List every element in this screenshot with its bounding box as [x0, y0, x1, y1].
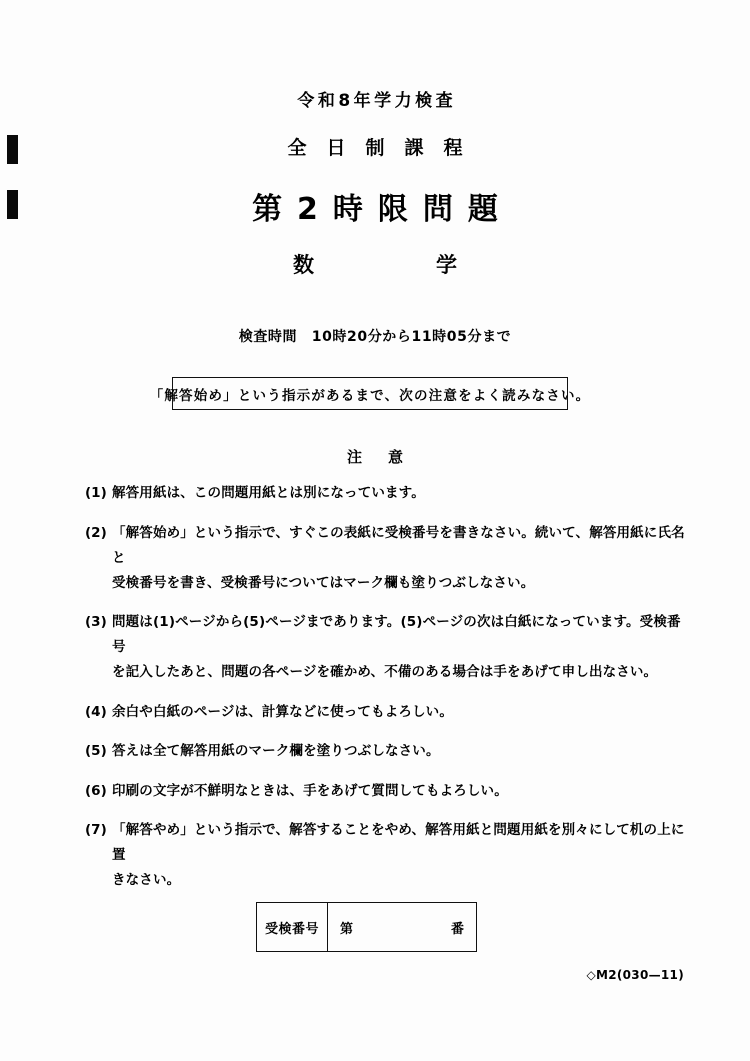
note-marker: (5) [85, 743, 107, 759]
note-line: 「解答始め」という指示で、すぐこの表紙に受検番号を書きなさい。続いて、解答用紙に氏名と [112, 524, 685, 566]
note-body [112, 779, 685, 804]
note-line: 解答用紙は、この問題用紙とは別になっています。 [112, 485, 425, 501]
examinee-number-prefix: 第 [340, 921, 354, 937]
note-line: 印刷の文字が不鮮明なときは、手をあげて質問してもよろしい。 [112, 782, 508, 799]
examinee-number-box [256, 902, 477, 952]
note-line: 問題は(1)ページから(5)ページまであります。(5)ページの次は白紙になっています。受検番号 [112, 614, 681, 655]
note-marker: (3) [85, 614, 107, 630]
note-body [112, 610, 685, 685]
subject-title: 数学 [293, 253, 579, 277]
note-item [85, 818, 685, 893]
exam-time-text: 検査時間 10時20分から11時05分まで [238, 329, 512, 345]
instruction-box-text: 「解答始め」という指示があるまで、次の注意をよく読みなさい。 [149, 387, 591, 404]
examinee-number-label: 受検番号 [257, 903, 328, 951]
course-type-heading: 全日制課程 [287, 137, 483, 159]
examinee-number-suffix: 番 [450, 921, 464, 937]
exam-period-title: 第2時限問題 [252, 192, 513, 227]
note-body [112, 818, 685, 893]
note-line: 「解答やめ」という指示で、解答することをやめ、解答用紙と問題用紙を別々にして机の上に置 [112, 822, 685, 863]
note-body [112, 739, 685, 764]
exam-year-heading: 令和8年学力検査 [297, 91, 457, 111]
notes-list [85, 481, 685, 908]
note-body [112, 481, 685, 506]
examinee-number-field[interactable] [328, 903, 476, 951]
note-marker: (1) [85, 485, 107, 501]
note-line-continuation: きなさい。 [112, 872, 181, 888]
footer-document-code: ◇M2(030—11) [586, 968, 684, 982]
note-item [85, 779, 685, 804]
note-line-continuation: 受検番号を書き、受検番号についてはマーク欄も塗りつぶしなさい。 [112, 574, 535, 591]
note-item [85, 700, 685, 725]
note-marker: (4) [85, 703, 107, 720]
note-line: 余白や白紙のページは、計算などに使ってもよろしい。 [112, 703, 453, 720]
note-marker: (2) [85, 524, 107, 541]
note-item [85, 610, 685, 685]
notes-heading: 注意 [346, 448, 429, 466]
note-item [85, 481, 685, 506]
note-body [112, 700, 685, 725]
note-marker: (7) [85, 822, 107, 838]
note-marker: (6) [85, 782, 107, 799]
note-item [85, 521, 685, 596]
note-body [112, 521, 685, 596]
instruction-box [149, 377, 591, 410]
note-item [85, 739, 685, 764]
note-line: 答えは全て解答用紙のマーク欄を塗りつぶしなさい。 [112, 743, 440, 759]
note-line-continuation: を記入したあと、問題の各ページを確かめ、不備のある場合は手をあげて申し出なさい。 [112, 664, 658, 680]
